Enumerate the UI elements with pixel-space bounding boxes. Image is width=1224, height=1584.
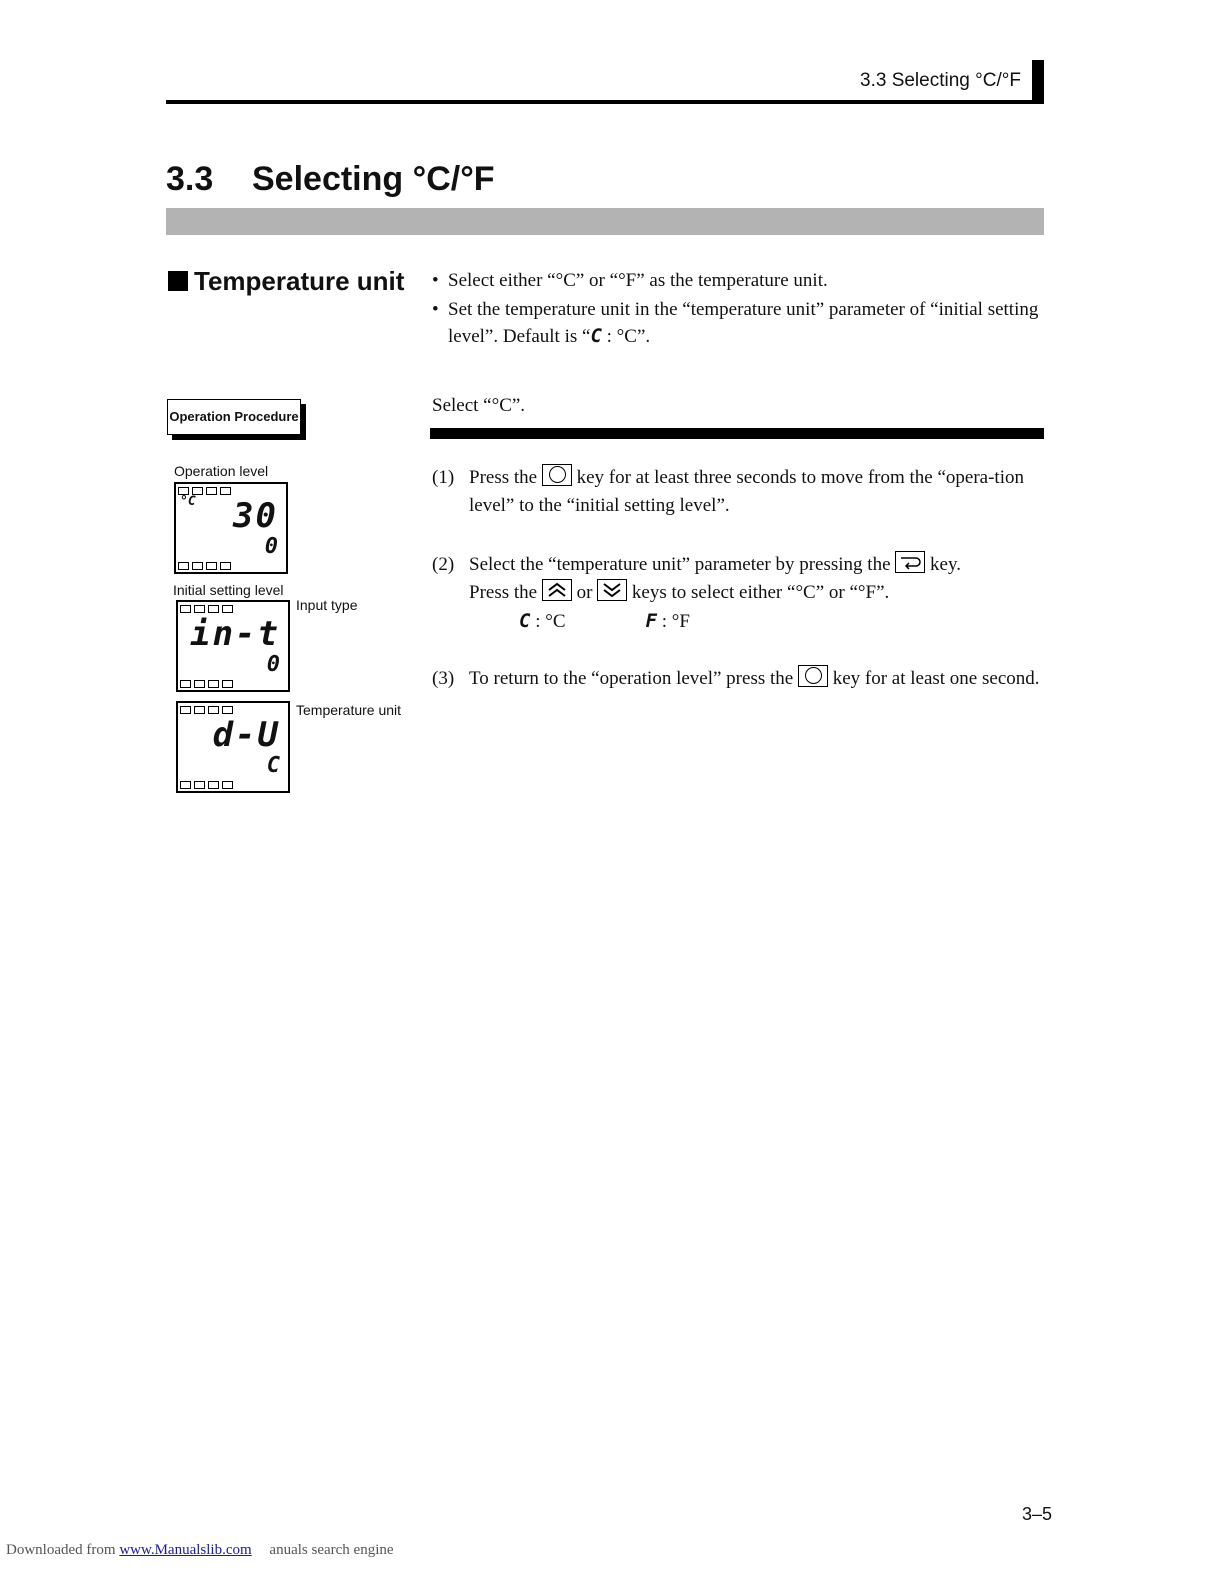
section-title	[166, 160, 495, 199]
step-1-number: (1)	[432, 467, 455, 488]
step-2-text-b: key.	[930, 554, 961, 575]
option-celsius: : °C	[535, 611, 566, 632]
level-key-icon	[895, 551, 925, 573]
bullet-2	[432, 297, 1044, 350]
title-band	[166, 208, 1044, 235]
bullet-1	[432, 268, 1044, 294]
mode-key-icon	[542, 464, 572, 486]
footer-prefix: Downloaded from	[6, 1542, 116, 1558]
section-number: 3.3	[166, 160, 214, 198]
bullet-2-text	[448, 297, 1044, 350]
input-type-label: Input type	[296, 597, 358, 613]
bullet-dot-icon: •	[432, 270, 439, 291]
subhead	[168, 266, 404, 297]
pv-display: in-t	[190, 614, 280, 654]
step-1-body	[469, 464, 1046, 520]
operation-level-label: Operation level	[174, 463, 269, 479]
running-header: 3.3 Selecting °C/°F	[860, 70, 1021, 91]
unit-indicator: °C	[180, 494, 196, 509]
step-3-body	[469, 665, 1046, 693]
footer-link[interactable]: www.Manualslib.com	[119, 1542, 252, 1558]
temperature-unit-label: Temperature unit	[296, 702, 402, 718]
header-rule	[166, 100, 1044, 104]
bullet-dot-icon: •	[432, 299, 439, 320]
initial-setting-level-label: Initial setting level	[173, 582, 284, 598]
step-3-text-a: To return to the “operation level” press the	[469, 668, 794, 689]
step-3-number: (3)	[432, 668, 455, 689]
step-2	[432, 551, 1046, 636]
section-title-text: Selecting °C/°F	[252, 160, 495, 198]
step-1-text-a: Press the	[469, 467, 538, 488]
step-1	[432, 464, 1046, 520]
footer-suffix: anuals search engine	[269, 1542, 394, 1558]
indicator-row-bottom	[180, 680, 233, 688]
header-tab	[1032, 60, 1044, 104]
display-panel-operation	[174, 482, 288, 574]
step-2-text-c: Press the	[469, 582, 538, 603]
sv-display: 0	[264, 534, 278, 559]
option-fahrenheit: : °F	[661, 611, 690, 632]
step-2-text-a: Select the “temperature unit” parameter by pressing the	[469, 554, 891, 575]
seg-c-glyph: C	[590, 325, 602, 347]
step-3-text-b: key for at least one second.	[832, 668, 1040, 689]
sv-display: C	[266, 753, 280, 778]
indicator-row-bottom	[180, 781, 233, 789]
display-panel-temperature-unit	[176, 701, 290, 793]
down-key-icon	[597, 579, 627, 601]
indicator-row-top	[180, 706, 233, 714]
step-3	[432, 665, 1046, 693]
step-2-body	[469, 551, 1046, 636]
pv-display: 30	[233, 496, 278, 536]
mode-key-icon	[798, 665, 828, 687]
step-2-text-d: or	[576, 582, 593, 603]
step-2-number: (2)	[432, 554, 455, 575]
up-key-icon	[542, 579, 572, 601]
indicator-row-bottom	[178, 562, 231, 570]
seg-c-glyph: C	[519, 610, 531, 632]
bullet-2-text-after: : °C”.	[601, 326, 651, 347]
indicator-row-top	[180, 605, 233, 613]
bullet-1-text: Select either “°C” or “°F” as the temperature unit.	[448, 270, 828, 291]
square-bullet-icon	[168, 271, 188, 291]
footer	[6, 1542, 394, 1559]
subhead-text: Temperature unit	[194, 266, 405, 296]
pv-display: d-U	[212, 715, 280, 755]
procedure-rule	[430, 428, 1044, 439]
display-panel-input-type	[176, 600, 290, 692]
bullet-2-text-before: Set the temperature unit in the “temperature unit” parameter of “initial setting level”. Default is “	[448, 299, 1039, 347]
select-instruction: Select “°C”.	[432, 395, 526, 416]
operation-procedure-box: Operation Procedure	[167, 399, 301, 435]
step-1-text-b: key for at least three seconds to move from the “opera-tion level” to the “initial setting level”.	[469, 467, 1024, 516]
page-number: 3–5	[1022, 1504, 1053, 1524]
sv-display: 0	[266, 652, 280, 677]
step-2-text-e: keys to select either “°C” or “°F”.	[631, 582, 890, 603]
seg-f-glyph: F	[645, 610, 657, 632]
